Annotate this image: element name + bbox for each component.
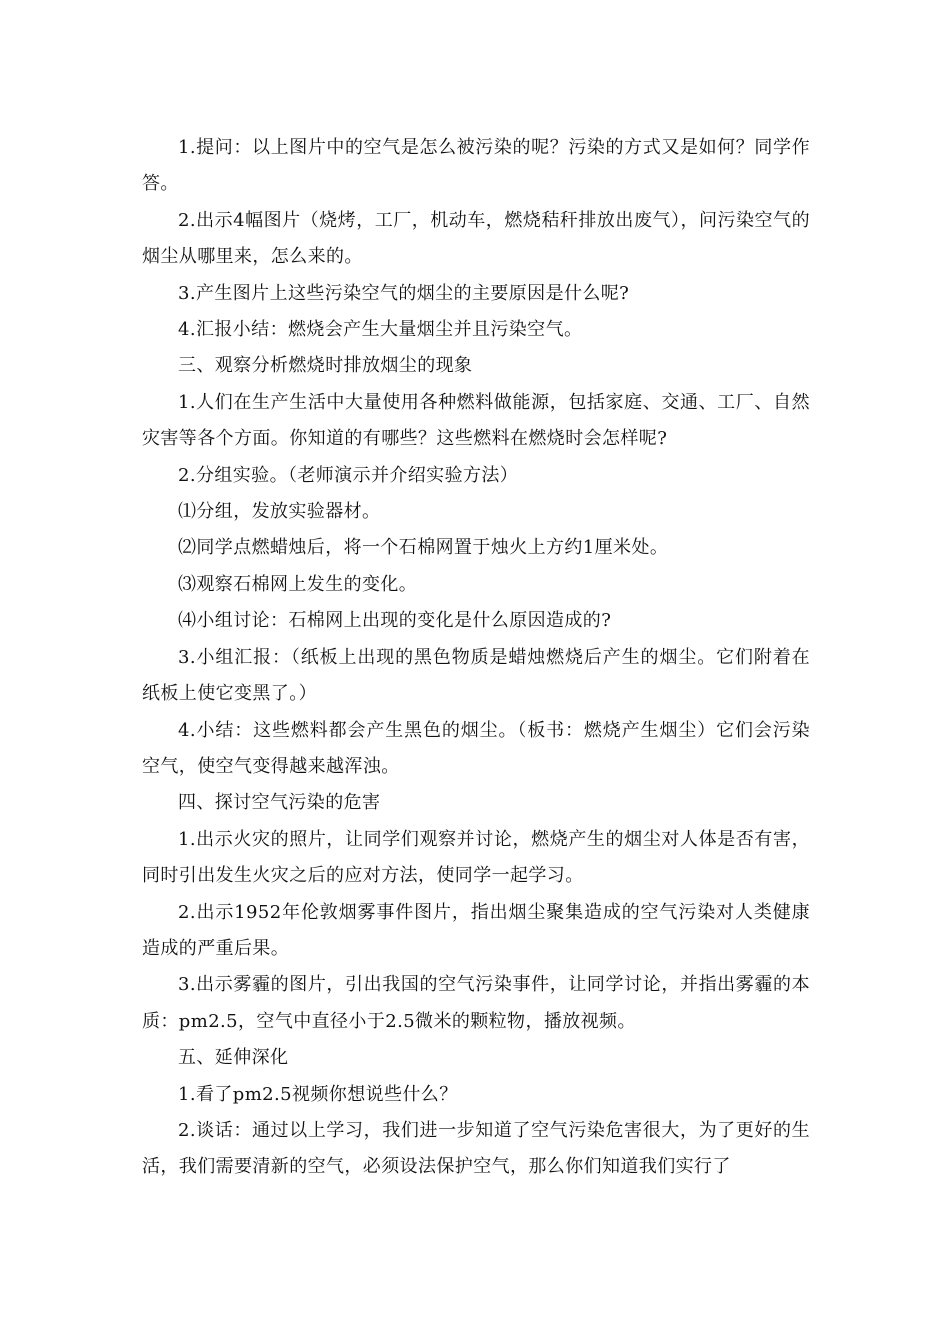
- paragraph-5: 1.人们在生产生活中大量使用各种燃料做能源，包括家庭、交通、工厂、自然灾害等各个方面。你知道的有哪些？这些燃料在燃烧时会怎样呢?: [142, 391, 810, 450]
- section-heading-3: 三、观察分析燃烧时排放烟尘的现象: [178, 355, 473, 377]
- paragraph-1: 1.提问：以上图片中的空气是怎么被污染的呢？污染的方式又是如何？同学作答。: [142, 137, 810, 195]
- step-2: ⑵同学点燃蜡烛后，将一个石棉网置于烛火上方约1厘米处。: [178, 537, 669, 559]
- paragraph-8: 4.小结：这些燃料都会产生黑色的烟尘。（板书：燃烧产生烟尘）它们会污染空气，使空气变得越来越浑浊。: [142, 719, 810, 777]
- paragraph-4: 4.汇报小结：燃烧会产生大量烟尘并且污染空气。: [178, 319, 583, 341]
- paragraph-7: 3.小组汇报：（纸板上出现的黑色物质是蜡烛燃烧后产生的烟尘。它们附着在纸板上使它变黑了。）: [142, 646, 810, 705]
- paragraph-2: 2.出示4幅图片（烧烤，工厂，机动车，燃烧秸秆排放出废气），问污染空气的烟尘从哪里来，怎么来的。: [142, 209, 810, 268]
- step-4: ⑷小组讨论：石棉网上出现的变化是什么原因造成的?: [178, 610, 612, 632]
- paragraph-13: 2.谈话：通过以上学习，我们进一步知道了空气污染危害很大，为了更好的生活，我们需要清新的空气，必须设法保护空气，那么你们知道我们实行了: [142, 1119, 810, 1178]
- step-1: ⑴分组，发放实验器材。: [178, 501, 381, 523]
- document-body: [142, 130, 810, 1186]
- paragraph-9: 1.出示火灾的照片，让同学们观察并讨论，燃烧产生的烟尘对人体是否有害，同时引出发生火灾之后的应对方法，使同学一起学习。: [142, 828, 810, 887]
- paragraph-6: 2.分组实验。（老师演示并介绍实验方法）: [178, 464, 519, 486]
- section-heading-4: 四、探讨空气污染的危害: [178, 792, 381, 814]
- paragraph-10: 2.出示1952年伦敦烟雾事件图片，指出烟尘聚集造成的空气污染对人类健康造成的严重后果。: [142, 901, 810, 959]
- paragraph-11: 3.出示雾霾的图片，引出我国的空气污染事件，让同学讨论，并指出雾霾的本质：pm2.5，空气中直径小于2.5微米的颗粒物，播放视频。: [142, 974, 810, 1032]
- paragraph-12: 1.看了pm2.5视频你想说些什么？: [178, 1083, 458, 1105]
- paragraph-3: 3.产生图片上这些污染空气的烟尘的主要原因是什么呢?: [178, 282, 630, 304]
- section-heading-5: 五、延伸深化: [178, 1047, 289, 1069]
- step-3: ⑶观察石棉网上发生的变化。: [178, 573, 418, 595]
